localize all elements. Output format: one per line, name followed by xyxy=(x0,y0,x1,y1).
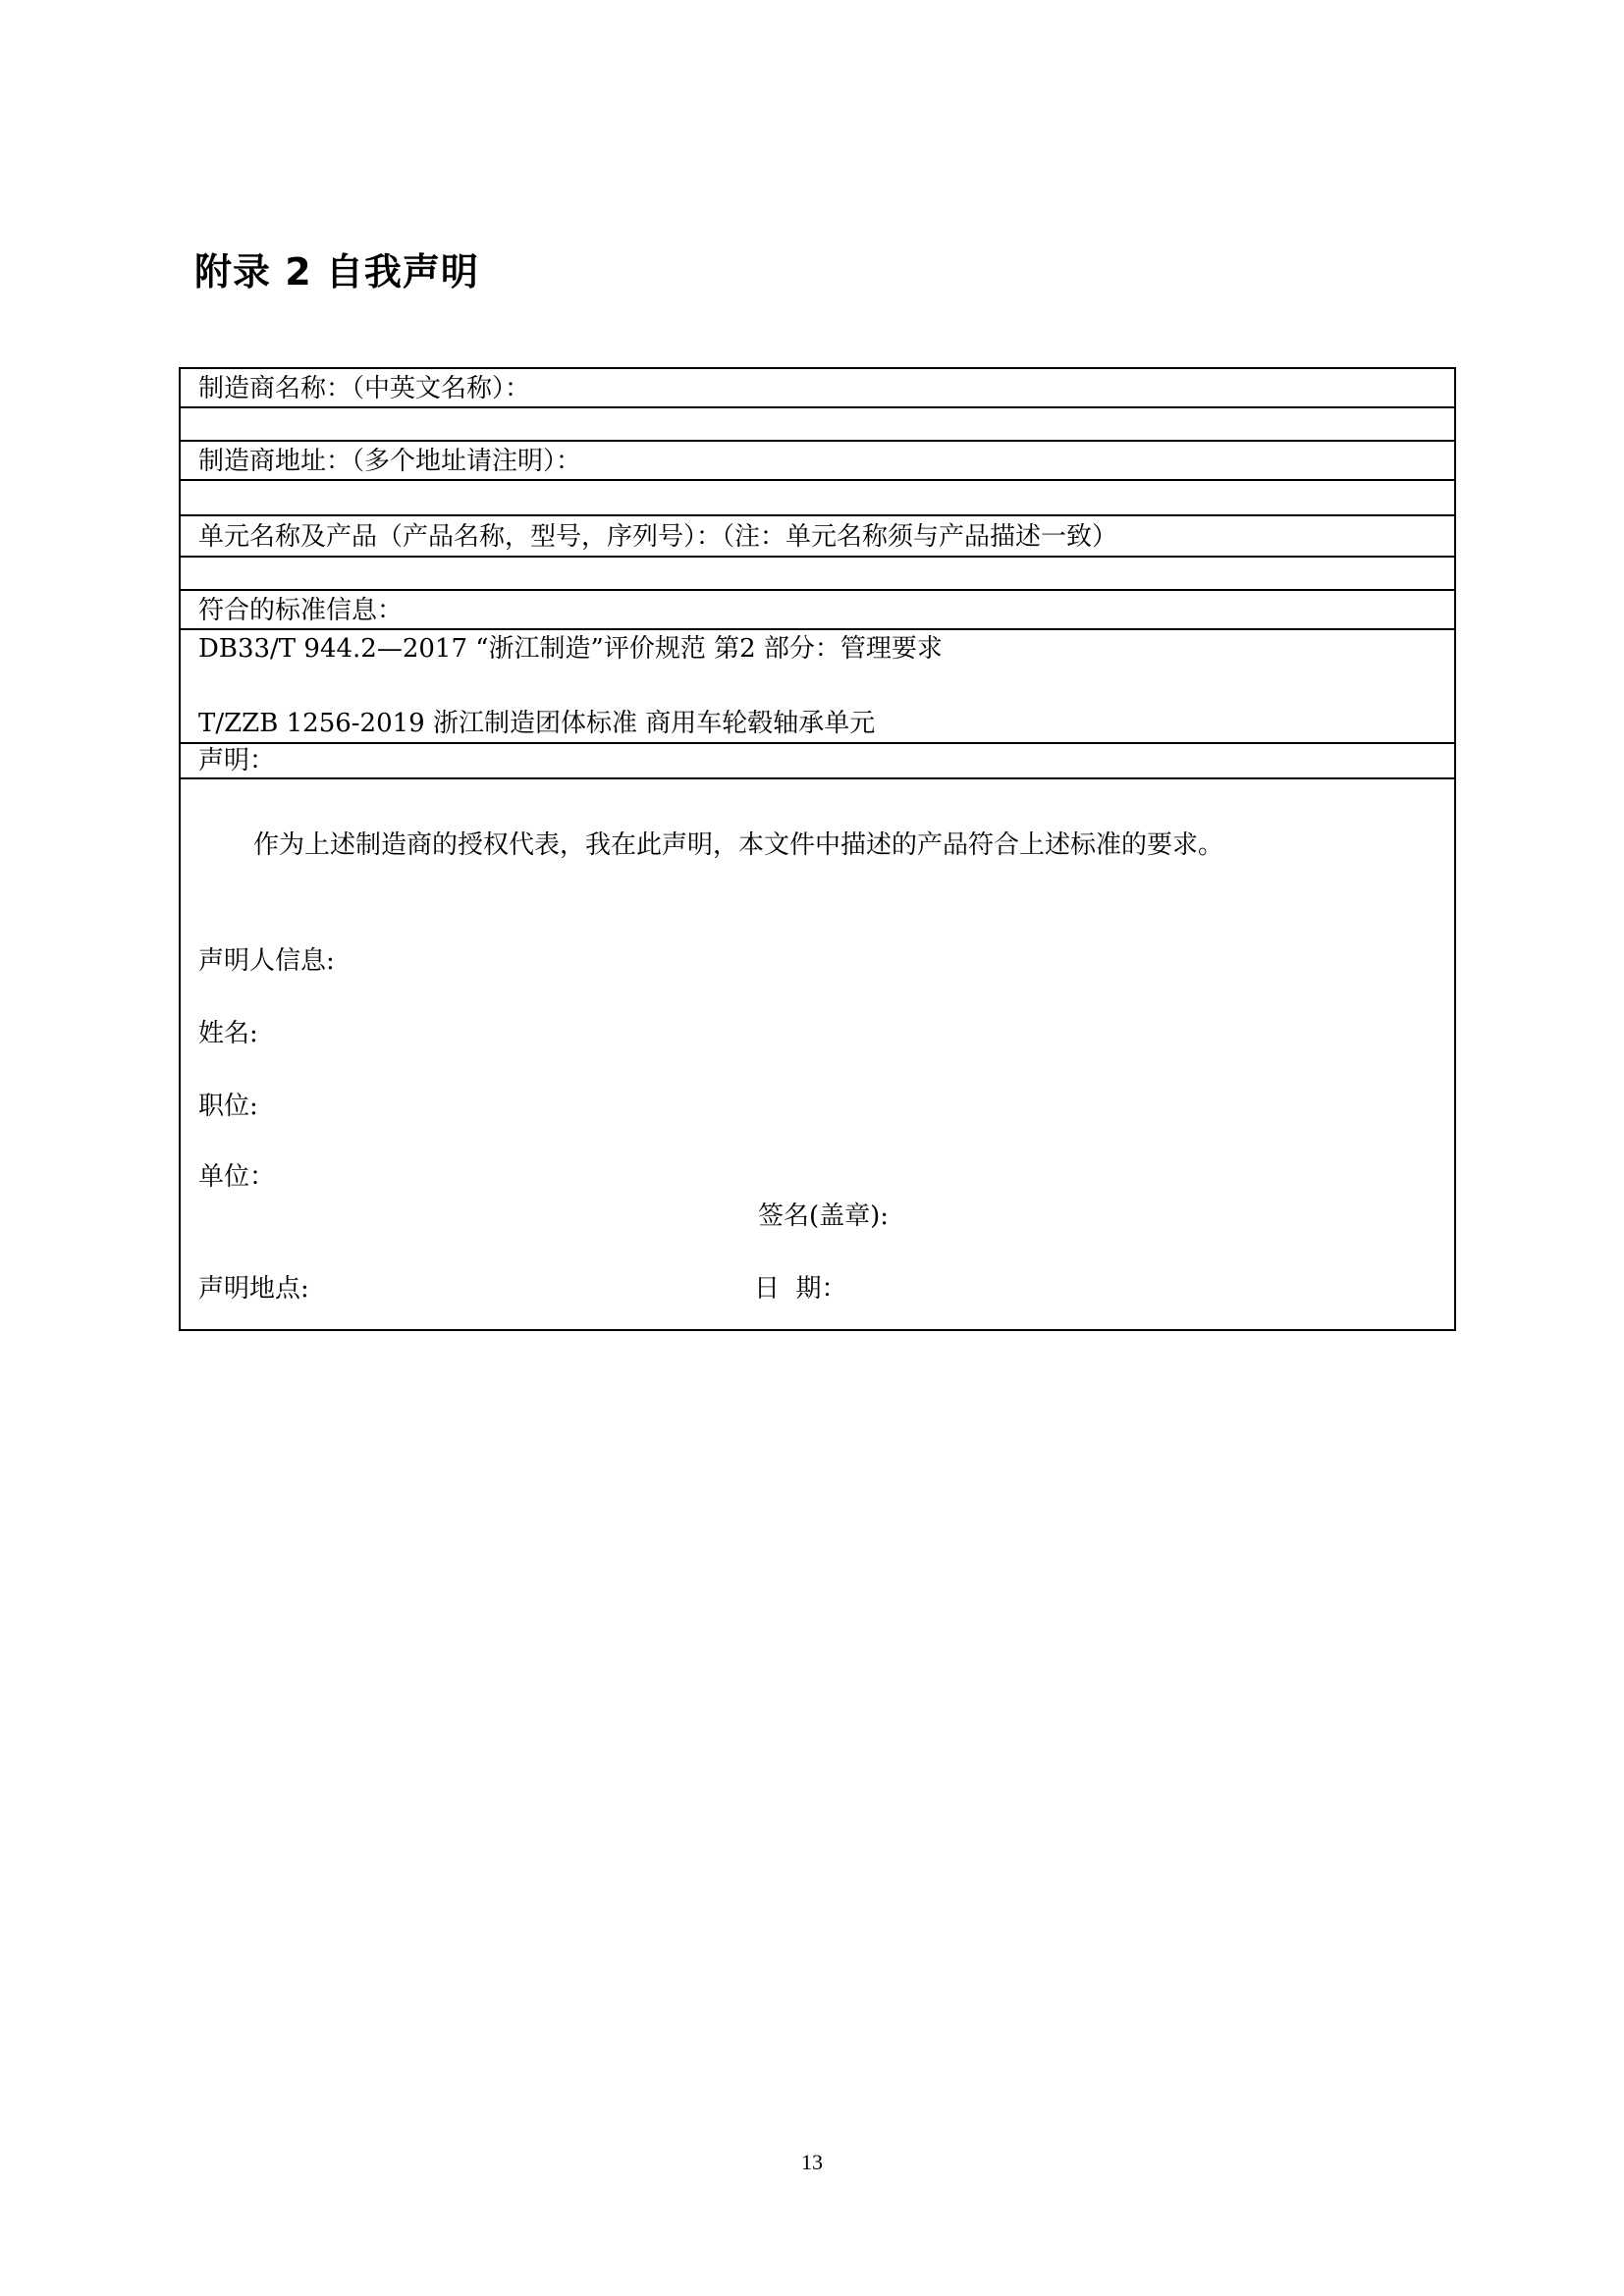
standard-item: DB33/T 944.2—2017 “浙江制造”评价规范 第2 部分：管理要求 xyxy=(198,634,943,664)
manufacturer-name-row xyxy=(181,369,1454,408)
place-label: 声明地点: xyxy=(198,1274,309,1304)
manufacturer-name-label: 制造商名称：（中英文名称）： xyxy=(198,374,531,403)
manufacturer-name-field[interactable] xyxy=(181,408,1454,442)
manufacturer-address-field[interactable] xyxy=(181,481,1454,516)
name-label: 姓名: xyxy=(198,1019,258,1048)
declaration-body xyxy=(181,779,1454,1329)
manufacturer-address-row xyxy=(181,442,1454,481)
unit-product-row xyxy=(181,516,1454,558)
declaration-statement: 作为上述制造商的授权代表，我在此声明，本文件中描述的产品符合上述标准的要求。 xyxy=(253,830,1224,860)
standard-item: T/ZZB 1256-2019 浙江制造团体标准 商用车轮毂轴承单元 xyxy=(198,709,876,738)
declaration-label: 声明： xyxy=(198,746,276,775)
declarant-info-label: 声明人信息: xyxy=(198,946,335,976)
declaration-label-row xyxy=(181,744,1454,779)
page-number: 13 xyxy=(801,2150,823,2174)
unit-label: 单位： xyxy=(198,1162,276,1192)
unit-product-field[interactable] xyxy=(181,558,1454,591)
date-label: 日 期： xyxy=(754,1274,847,1304)
position-label: 职位: xyxy=(198,1092,258,1121)
manufacturer-address-label: 制造商地址：（多个地址请注明）： xyxy=(198,447,582,476)
self-declaration-form xyxy=(179,367,1456,1331)
unit-product-label: 单元名称及产品（产品名称，型号，序列号）：（注：单元名称须与产品描述一致） xyxy=(198,522,1118,552)
standards-label: 符合的标准信息： xyxy=(198,596,404,625)
standards-label-row xyxy=(181,591,1454,630)
standards-list xyxy=(181,630,1454,744)
page-title: 附录 2 自我声明 xyxy=(194,250,479,294)
signature-label: 签名(盖章): xyxy=(758,1201,890,1231)
